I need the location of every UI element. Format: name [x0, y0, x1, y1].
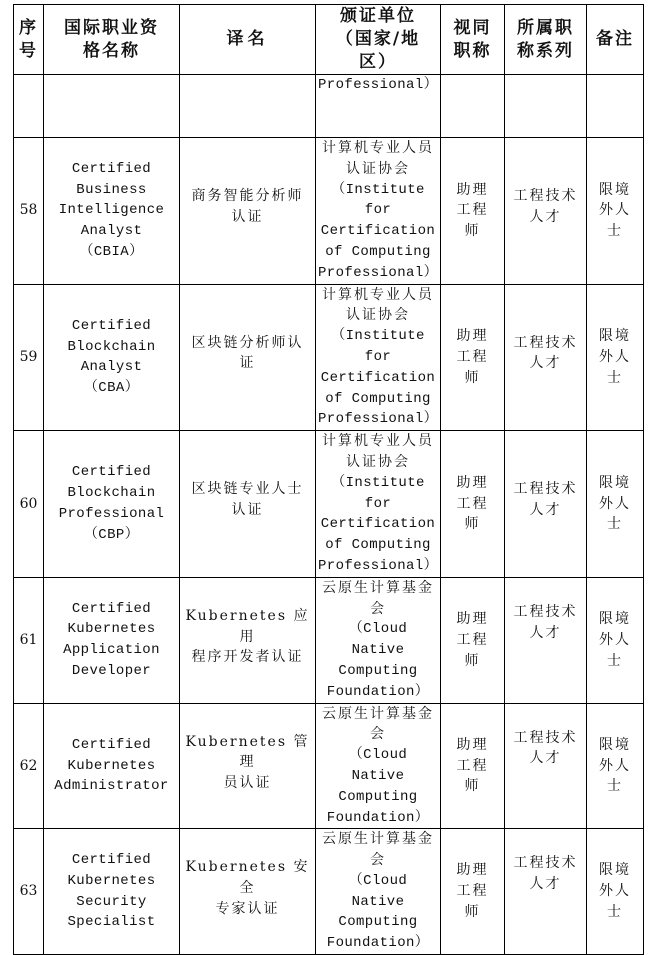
issuer-line: Foundation） [326, 935, 430, 952]
qualification-name-line: Security [76, 893, 147, 910]
equivalent-title-line: 师 [464, 369, 481, 386]
issuer-line: （Cloud Native [348, 621, 408, 659]
translation [180, 577, 316, 703]
remark [587, 577, 644, 703]
remark [587, 703, 644, 829]
issuer-line: 云原生计算基金 [322, 831, 434, 848]
translation-line: Kubernetes 管理 [185, 733, 310, 771]
remark [587, 284, 644, 431]
qualification-name-line: （CBA） [83, 380, 140, 397]
remark-line: 士 [607, 516, 623, 533]
title-series [505, 703, 587, 829]
table-row [14, 284, 644, 431]
table-row [14, 829, 644, 955]
title-series-line: 人才 [529, 624, 562, 641]
qualification-name-line: Intelligence [58, 202, 165, 219]
row-seq: 59 [14, 284, 44, 431]
issuer-line: 会 [370, 726, 386, 743]
table-row [14, 138, 644, 285]
issuer-line: 认证协会 [346, 307, 410, 324]
issuer [316, 703, 441, 829]
equivalent-title-line: 助理 [456, 610, 489, 627]
equivalent-title-line: 工程 [456, 631, 489, 648]
equivalent-title-line: 助理 [456, 328, 489, 345]
header-name: 国际职业资格名称 [44, 5, 180, 75]
qualification-name-line: Kubernetes [67, 757, 156, 774]
translation-line: 商务智能分析师 [191, 188, 304, 204]
issuer [316, 577, 441, 703]
remark-line: 外人 [599, 631, 631, 648]
qualification-name-line: Certified [71, 160, 152, 177]
equivalent-title [441, 284, 505, 431]
row-seq: 61 [14, 577, 44, 703]
title-series [505, 829, 587, 955]
translation [180, 703, 316, 829]
remark-line: 外人 [599, 495, 631, 512]
issuer-line: Professional） [318, 411, 439, 428]
qualification-name-line: Certified [71, 852, 152, 869]
issuer-line: （Cloud Native [348, 872, 408, 910]
equivalent-title-line: 师 [464, 904, 481, 921]
remark-line: 外人 [599, 202, 631, 219]
table-row [14, 703, 644, 829]
remark-line: 士 [607, 904, 623, 921]
issuer-line: 认证协会 [346, 160, 410, 177]
title-series-line: 工程技术 [513, 729, 578, 746]
equivalent-title [441, 577, 505, 703]
issuer-line: （Institute [331, 181, 425, 198]
issuer-line: Professional） [318, 264, 439, 281]
title-series [505, 577, 587, 703]
issuer-tail: Professional） [318, 77, 439, 93]
translation-line: 认证 [231, 501, 264, 518]
issuer-line: Certification [320, 223, 436, 240]
qualification-name-line: Analyst [80, 359, 143, 376]
qualification-name-line: Administrator [54, 778, 169, 795]
header-equivalent: 视同职称 [441, 5, 505, 75]
title-series-line: 人才 [529, 750, 562, 767]
issuer-line: 计算机专业人员 [322, 433, 434, 450]
issuer-line: for [364, 348, 392, 365]
qualification-name-line: Developer [71, 662, 152, 679]
equivalent-title-line: 工程 [456, 883, 489, 900]
equivalent-title [441, 829, 505, 955]
header-translation: 译名 [180, 5, 316, 75]
table-row [14, 577, 644, 703]
equivalent-title-line: 师 [464, 778, 481, 795]
issuer-line: Professional） [318, 557, 439, 574]
equivalent-title-line: 助理 [456, 736, 489, 753]
equivalent-title-line: 助理 [456, 474, 489, 491]
qualification-name [44, 138, 180, 285]
header-series: 所属职称系列 [505, 5, 587, 75]
qualification-name-line: Certified [71, 600, 152, 617]
issuer-line: of Computing [325, 390, 431, 407]
remark-line: 限境 [599, 736, 631, 753]
qualification-name-line: Kubernetes [67, 621, 156, 638]
equivalent-title [441, 703, 505, 829]
qualification-name-line: （CBIA） [79, 243, 144, 260]
row-seq: 58 [14, 138, 44, 285]
title-series [505, 284, 587, 431]
translation [180, 138, 316, 285]
header-seq: 序号 [14, 5, 44, 75]
equivalent-title-line: 工程 [456, 348, 489, 365]
equivalent-title-line: 工程 [456, 495, 489, 512]
translation-line: 区块链分析师认 [191, 334, 304, 351]
title-series-line: 人才 [529, 876, 562, 893]
title-series [505, 431, 587, 578]
title-series-line: 工程技术 [513, 603, 578, 620]
title-series-line: 工程技术 [513, 334, 578, 351]
translation [180, 284, 316, 431]
issuer-line: Certification [320, 516, 436, 533]
qualification-name-line: Kubernetes [67, 872, 156, 889]
translation [180, 829, 316, 955]
qualification-name-line: Analyst [80, 223, 143, 240]
title-series-line: 工程技术 [513, 188, 578, 204]
issuer-line: for [364, 202, 392, 219]
issuer-line: Computing [338, 662, 418, 679]
issuer-line: Foundation） [326, 809, 430, 826]
qualification-name-line: Application [63, 642, 160, 659]
issuer-line: 云原生计算基金 [322, 705, 434, 722]
remark-line: 限境 [599, 181, 631, 198]
issuer [316, 284, 441, 431]
remark-line: 限境 [599, 474, 631, 491]
equivalent-title-line: 师 [464, 516, 481, 533]
qualification-table [13, 4, 644, 955]
title-series-line: 人才 [529, 355, 562, 372]
table-row [14, 431, 644, 578]
issuer-line: of Computing [325, 537, 431, 554]
issuer-line: 计算机专业人员 [322, 286, 434, 303]
translation [180, 431, 316, 578]
title-series [505, 138, 587, 285]
header-row [14, 5, 644, 75]
qualification-name [44, 577, 180, 703]
translation-line: 员认证 [223, 775, 272, 792]
equivalent-title [441, 431, 505, 578]
issuer [316, 829, 441, 955]
remark-line: 限境 [599, 610, 631, 627]
equivalent-title-line: 工程 [456, 757, 489, 774]
qualification-name-line: Professional [58, 505, 165, 522]
issuer-line: 认证协会 [346, 453, 410, 470]
remark-line: 士 [607, 223, 623, 240]
issuer-line: 计算机专业人员 [322, 140, 434, 156]
issuer-line: 会 [370, 600, 386, 617]
issuer-line: Certification [320, 369, 436, 386]
issuer [316, 138, 441, 285]
translation-line: 区块链专业人士 [191, 481, 304, 498]
issuer-line: Computing [338, 914, 418, 931]
issuer-line: （Cloud Native [348, 747, 408, 784]
qualification-name-line: Certified [71, 736, 152, 753]
qualification-name-line: Certified [71, 317, 152, 334]
equivalent-title-line: 工程 [456, 202, 489, 219]
qualification-name-line: Specialist [67, 914, 156, 931]
qualification-name [44, 829, 180, 955]
title-series-line: 人才 [529, 501, 562, 518]
remark-line: 士 [607, 369, 623, 386]
issuer-line: 云原生计算基金 [322, 579, 434, 596]
remark-line: 外人 [599, 348, 631, 365]
title-series-line: 工程技术 [513, 481, 578, 498]
remark-line: 外人 [599, 757, 631, 774]
translation-line: 证 [239, 355, 256, 372]
remark [587, 829, 644, 955]
issuer-line: Computing [338, 788, 418, 805]
qualification-name [44, 284, 180, 431]
row-seq: 63 [14, 829, 44, 955]
remark-line: 士 [607, 778, 623, 795]
header-issuer: 颁证单位（国家/地区） [316, 5, 441, 75]
continued-row [14, 75, 644, 138]
issuer-line: Foundation） [326, 683, 430, 700]
translation-line: 认证 [231, 208, 264, 225]
equivalent-title-line: 助理 [456, 181, 489, 198]
equivalent-title-line: 助理 [456, 862, 489, 879]
remark-line: 限境 [599, 862, 631, 879]
row-seq: 60 [14, 431, 44, 578]
equivalent-title [441, 138, 505, 285]
qualification-name [44, 431, 180, 578]
remark-line: 士 [607, 652, 623, 669]
issuer [316, 431, 441, 578]
qualification-name [44, 703, 180, 829]
remark [587, 138, 644, 285]
row-seq: 62 [14, 703, 44, 829]
remark-line: 外人 [599, 883, 631, 900]
translation-line: 专家认证 [215, 900, 280, 917]
issuer-line: of Computing [325, 243, 431, 260]
remark [587, 431, 644, 578]
issuer-line: for [364, 495, 392, 512]
issuer-line: 会 [370, 852, 386, 869]
qualification-name-line: Certified [71, 464, 152, 481]
title-series-line: 工程技术 [513, 855, 578, 872]
title-series-line: 人才 [529, 208, 562, 225]
equivalent-title-line: 师 [464, 223, 481, 240]
translation-line: Kubernetes 应用 [185, 607, 310, 645]
qualification-name-line: Blockchain [67, 338, 156, 355]
issuer-line: （Institute [331, 328, 425, 345]
equivalent-title-line: 师 [464, 652, 481, 669]
qualification-name-line: （CBP） [83, 526, 140, 543]
issuer-line: （Institute [331, 474, 425, 491]
qualification-name-line: Business [76, 181, 147, 198]
qualification-name-line: Blockchain [67, 485, 156, 502]
translation-line: 程序开发者认证 [191, 649, 304, 666]
translation-line: Kubernetes 安全 [185, 859, 310, 897]
header-remark: 备注 [587, 5, 644, 75]
remark-line: 限境 [599, 328, 631, 345]
